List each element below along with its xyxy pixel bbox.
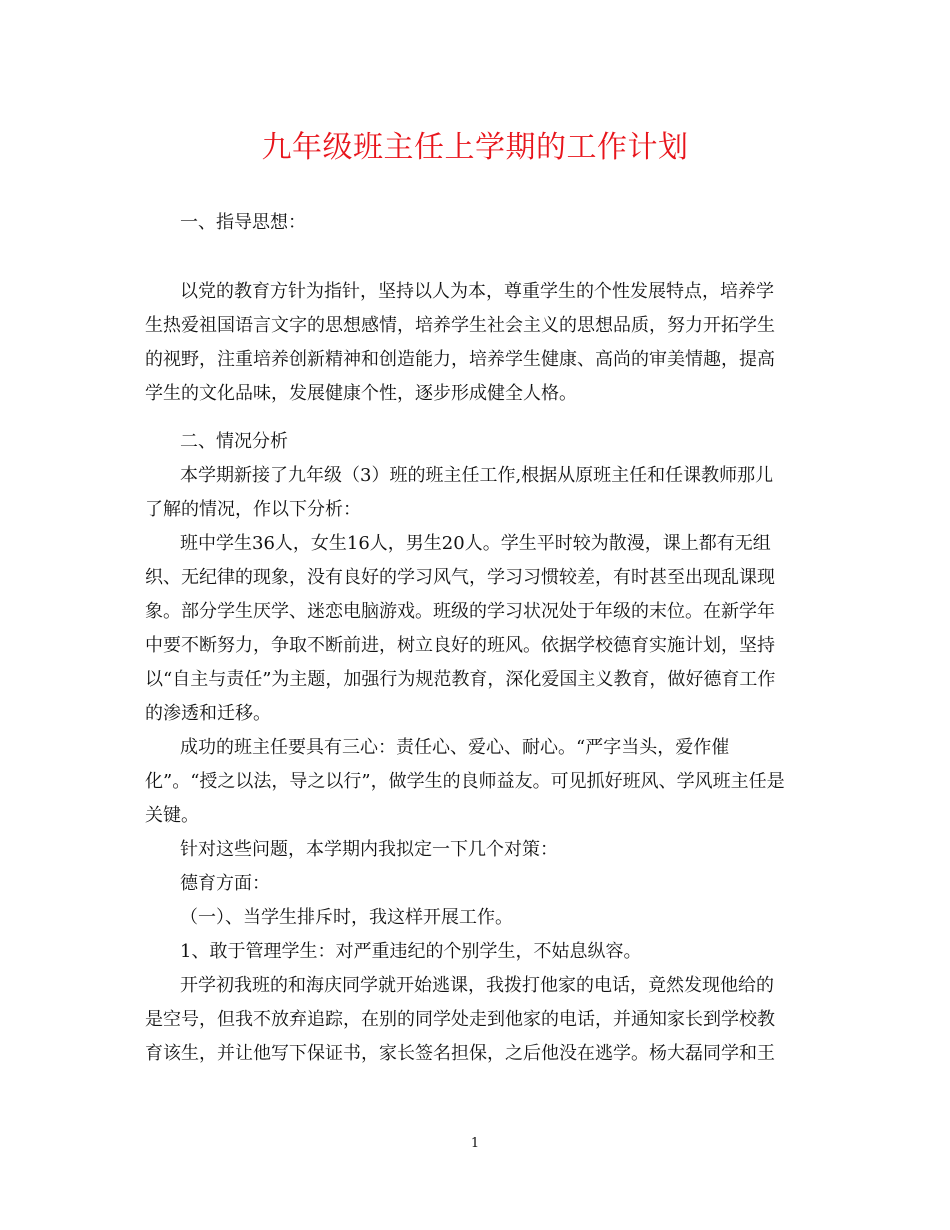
- paragraph-guiding-thought: [145, 275, 810, 411]
- text-line: 本学期新接了九年级（3）班的班主任工作,根据从原班主任和任课教师那儿: [180, 465, 774, 486]
- text-line: 班中学生36人，女生16人，男生20人。学生平时较为散漫，课上都有无组: [180, 533, 771, 554]
- text-line: 的渗透和迁移。: [145, 703, 271, 724]
- text-line: 生热爱祖国语言文字的思想感情，培养学生社会主义的思想品质，努力开拓学生: [145, 315, 775, 336]
- text-line: 了解的情况，作以下分析：: [145, 499, 361, 520]
- document-body: [145, 425, 810, 1071]
- section-heading-situation: 二、情况分析: [180, 431, 288, 452]
- text-line: 以党的教育方针为指针，坚持以人为本，尊重学生的个性发展特点，培养学: [180, 281, 774, 302]
- page-number: 1: [470, 1136, 480, 1151]
- text-line: 是空号，但我不放弃追踪，在别的同学处走到他家的电话，并通知家长到学校教: [145, 1009, 775, 1030]
- text-line: 育该生，并让他写下保证书，家长签名担保，之后他没在逃学。杨大磊同学和王: [145, 1043, 775, 1064]
- text-line: 中要不断努力，争取不断前进，树立良好的班风。依据学校德育实施计划，坚持: [145, 635, 775, 656]
- text-line: 的视野，注重培养创新精神和创造能力，培养学生健康、高尚的审美情趣，提高: [145, 349, 775, 370]
- text-line: 1、敢于管理学生：对严重违纪的个别学生，不姑息纵容。: [180, 941, 642, 962]
- document-title: 九年级班主任上学期的工作计划: [261, 130, 689, 165]
- text-line: 化”。“授之以法，导之以行”，做学生的良师益友。可见抓好班风、学风班主任是: [145, 771, 785, 792]
- text-line: 学生的文化品味，发展健康个性，逐步形成健全人格。: [145, 383, 577, 404]
- text-line: 针对这些问题，本学期内我拟定一下几个对策：: [180, 839, 558, 860]
- section-heading-guiding-thought: 一、指导思想：: [180, 212, 306, 233]
- text-line: 象。部分学生厌学、迷恋电脑游戏。班级的学习状况处于年级的末位。在新学年: [145, 601, 775, 622]
- text-line: 关键。: [145, 805, 199, 826]
- text-line: 以“自主与责任”为主题，加强行为规范教育，深化爱国主义教育，做好德育工作: [145, 669, 776, 690]
- text-line: 开学初我班的和海庆同学就开始逃课，我拨打他家的电话，竟然发现他给的: [180, 975, 774, 996]
- text-line: 德育方面：: [180, 873, 270, 894]
- text-line: （一）、当学生排斥时，我这样开展工作。: [180, 907, 513, 928]
- text-line: 成功的班主任要具有三心：责任心、爱心、耐心。“严字当头，爱作催: [180, 737, 730, 758]
- text-line: 织、无纪律的现象，没有良好的学习风气，学习习惯较差，有时甚至出现乱课现: [145, 567, 775, 588]
